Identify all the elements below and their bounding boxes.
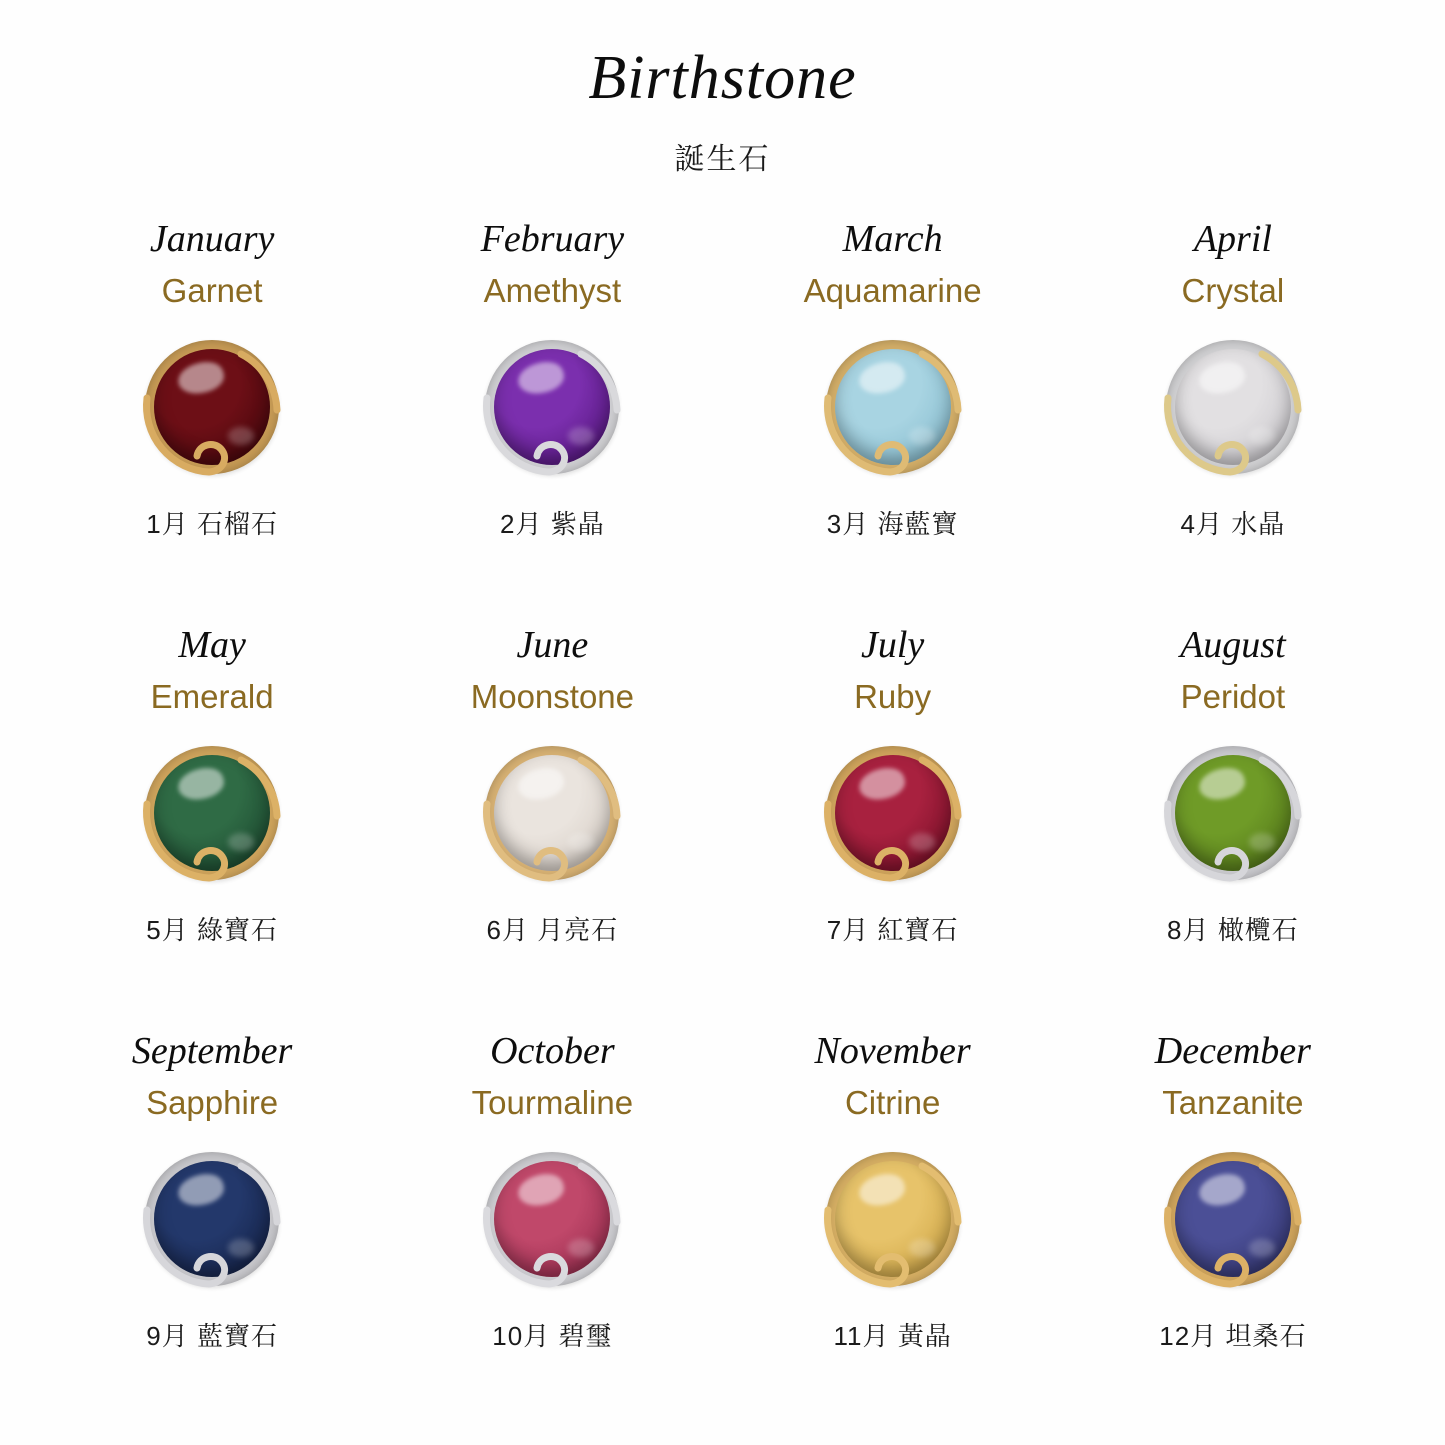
stone-name-en: Emerald bbox=[150, 677, 274, 715]
stone-name-en: Moonstone bbox=[470, 677, 635, 715]
bead-gem bbox=[494, 1161, 610, 1277]
bead-gem bbox=[835, 1161, 951, 1277]
gemstone-bead bbox=[137, 1144, 287, 1294]
month-name-en: December bbox=[1154, 1030, 1311, 1073]
bead-gem bbox=[1175, 349, 1291, 465]
page-title: Birthstone bbox=[588, 44, 857, 112]
month-label-zh: 2月 紫晶 bbox=[500, 508, 605, 539]
bead-gem bbox=[494, 755, 610, 871]
month-name-en: January bbox=[149, 218, 275, 261]
month-label-zh: 9月 藍寶石 bbox=[146, 1320, 278, 1351]
stone-name-en: Ruby bbox=[854, 677, 932, 715]
bead-gem bbox=[835, 349, 951, 465]
poster-header bbox=[0, 0, 1445, 178]
month-label-zh: 6月 月亮石 bbox=[486, 914, 619, 945]
month-name-en: September bbox=[131, 1030, 293, 1073]
stone-name-en: Garnet bbox=[161, 271, 263, 309]
bead-gem bbox=[154, 1161, 270, 1277]
month-label-zh: 7月 紅寶石 bbox=[826, 914, 959, 945]
gemstone-bead bbox=[1158, 738, 1308, 888]
month-label-zh: 8月 橄欖石 bbox=[1167, 914, 1299, 945]
month-name-en: June bbox=[516, 624, 589, 667]
gemstone-bead bbox=[818, 1144, 968, 1294]
stone-name-en: Sapphire bbox=[146, 1083, 279, 1121]
birthstone-card bbox=[382, 1030, 722, 1436]
stone-name-en: Crystal bbox=[1181, 271, 1285, 309]
month-name-en: November bbox=[814, 1030, 971, 1073]
gemstone-bead bbox=[137, 738, 287, 888]
birthstone-card bbox=[42, 218, 382, 624]
month-name-en: May bbox=[178, 624, 246, 667]
birthstone-card bbox=[42, 624, 382, 1030]
month-name-en: July bbox=[860, 624, 925, 667]
month-label-zh: 1月 石榴石 bbox=[146, 508, 278, 539]
stone-name-en: Tanzanite bbox=[1162, 1083, 1304, 1121]
month-label-zh: 5月 綠寶石 bbox=[146, 914, 278, 945]
month-name-en: October bbox=[490, 1030, 615, 1073]
birthstone-card bbox=[382, 624, 722, 1030]
month-label-zh: 3月 海藍寶 bbox=[826, 508, 959, 539]
birthstone-card bbox=[42, 1030, 382, 1436]
bead-gem bbox=[835, 755, 951, 871]
page-subtitle: 誕生石 bbox=[674, 143, 771, 177]
gemstone-bead bbox=[137, 332, 287, 482]
bead-gem bbox=[494, 349, 610, 465]
birthstone-card bbox=[382, 218, 722, 624]
month-label-zh: 11月 黃晶 bbox=[833, 1320, 952, 1351]
gemstone-bead bbox=[477, 738, 627, 888]
month-name-en: August bbox=[1180, 624, 1286, 667]
month-name-en: March bbox=[842, 218, 943, 261]
month-label-zh: 4月 水晶 bbox=[1180, 508, 1286, 539]
birthstone-card bbox=[723, 218, 1063, 624]
gemstone-bead bbox=[1158, 332, 1308, 482]
birthstone-card bbox=[1063, 1030, 1403, 1436]
stone-name-en: Citrine bbox=[844, 1083, 941, 1121]
month-label-zh: 10月 碧璽 bbox=[492, 1320, 613, 1351]
stone-name-en: Tourmaline bbox=[471, 1083, 634, 1121]
month-name-en: February bbox=[480, 218, 625, 261]
bead-gem bbox=[154, 755, 270, 871]
bead-gem bbox=[1175, 1161, 1291, 1277]
stone-name-en: Amethyst bbox=[483, 271, 622, 309]
birthstone-grid bbox=[0, 218, 1445, 1436]
gemstone-bead bbox=[477, 332, 627, 482]
month-name-en: April bbox=[1193, 218, 1272, 261]
gemstone-bead bbox=[1158, 1144, 1308, 1294]
month-label-zh: 12月 坦桑石 bbox=[1159, 1320, 1307, 1351]
bead-gem bbox=[154, 349, 270, 465]
gemstone-bead bbox=[818, 738, 968, 888]
stone-name-en: Aquamarine bbox=[803, 271, 982, 309]
birthstone-card bbox=[723, 1030, 1063, 1436]
birthstone-card bbox=[723, 624, 1063, 1030]
gemstone-bead bbox=[818, 332, 968, 482]
birthstone-card bbox=[1063, 624, 1403, 1030]
birthstone-card bbox=[1063, 218, 1403, 624]
gemstone-bead bbox=[477, 1144, 627, 1294]
stone-name-en: Peridot bbox=[1180, 677, 1286, 715]
bead-gem bbox=[1175, 755, 1291, 871]
